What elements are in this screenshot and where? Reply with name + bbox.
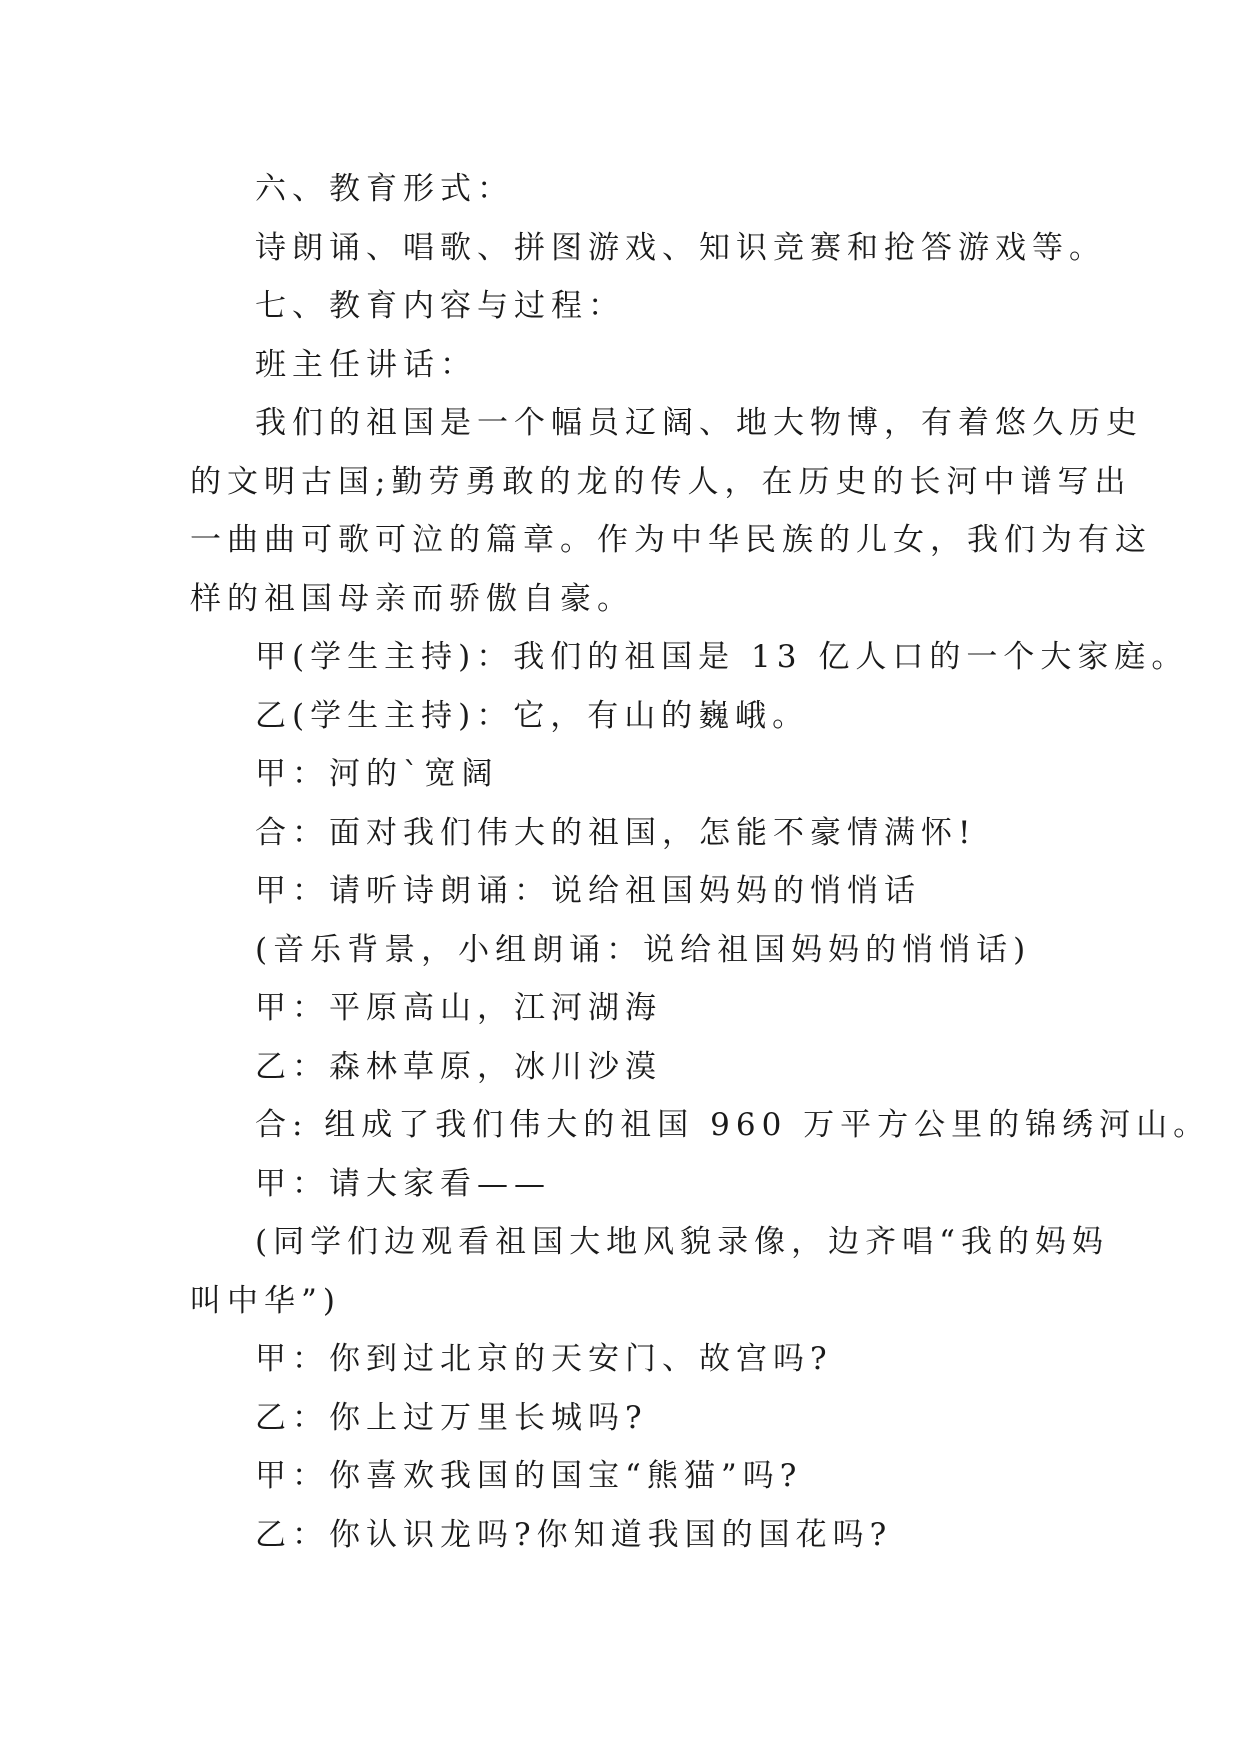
text-line: 甲：你到过北京的天安门、故宫吗? xyxy=(255,1341,833,1377)
text-line: 甲(学生主持)：我们的祖国是 13 亿人口的一个大家庭。 xyxy=(255,639,1189,675)
text-line: 合：面对我们伟大的祖国，怎能不豪情满怀! xyxy=(255,814,977,851)
text-line: 我们的祖国是一个幅员辽阔、地大物博，有着悠久历史 xyxy=(255,405,1143,441)
text-line: 甲：平原高山，江河湖海 xyxy=(255,990,662,1026)
text-line: 叫中华”) xyxy=(190,1282,341,1319)
text-line: 乙(学生主持)：它，有山的巍峨。 xyxy=(255,697,810,734)
text-line: 合: 组成了我们伟大的祖国 960 万平方公里的锦绣河山。 xyxy=(255,1107,1211,1143)
text-line: (音乐背景，小组朗诵：说给祖国妈妈的悄悄话) xyxy=(255,931,1032,968)
text-line: (同学们边观看祖国大地风貌录像，边齐唱“我的妈妈 xyxy=(255,1224,1109,1260)
text-line: 乙：森林草原，冰川沙漠 xyxy=(255,1048,662,1085)
text-line: 的文明古国;勤劳勇敢的龙的传人，在历史的长河中谱写出 xyxy=(190,463,1132,500)
document-body xyxy=(190,160,1211,1564)
text-line: 诗朗诵、唱歌、拼图游戏、知识竞赛和抢答游戏等。 xyxy=(255,229,1106,266)
text-line: 乙：你上过万里长城吗? xyxy=(255,1399,648,1436)
text-line: 班主任讲话： xyxy=(255,346,477,383)
text-line: 六、教育形式： xyxy=(255,171,514,207)
text-line: 一曲曲可歌可泣的篇章。作为中华民族的儿女，我们为有这 xyxy=(190,522,1152,558)
text-line: 甲：请大家看—— xyxy=(255,1165,551,1202)
text-line: 七、教育内容与过程： xyxy=(255,288,625,324)
text-line: 乙：你认识龙吗?你知道我国的国花吗? xyxy=(255,1516,893,1553)
text-line: 甲：请听诗朗诵：说给祖国妈妈的悄悄话 xyxy=(255,873,921,909)
text-line: 样的祖国母亲而骄傲自豪。 xyxy=(190,580,634,617)
text-line: 甲：你喜欢我国的国宝“熊猫”吗? xyxy=(255,1458,803,1494)
text-line: 甲：河的`宽阔 xyxy=(255,756,499,792)
